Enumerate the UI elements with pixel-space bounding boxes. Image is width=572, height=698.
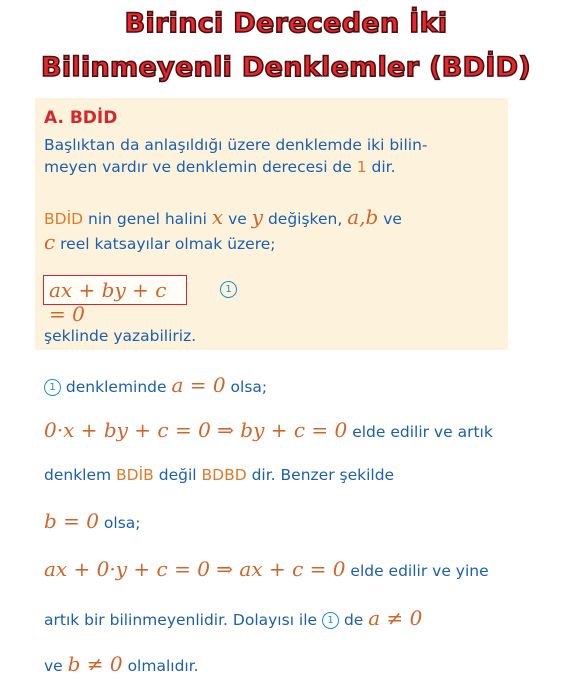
var-x: x xyxy=(211,205,224,229)
body-line1 xyxy=(44,373,267,397)
abbr-bdid: BDİD xyxy=(44,210,84,228)
intro-end: dir. xyxy=(366,158,396,176)
general-equation: ax + by + c = 0 xyxy=(49,278,167,326)
general-text3: reel katsayılar olmak üzere; xyxy=(55,235,276,253)
body-text: de xyxy=(339,611,369,629)
abbr-bdbd: BDBD xyxy=(201,466,247,484)
page-title-line2: Bilinmeyenli Denklemler (BDİD) xyxy=(40,52,532,83)
equation-b-zero: ax + 0·y + c = 0 ⇒ ax + c = 0 xyxy=(44,557,346,581)
circled-number-icon: 1 xyxy=(44,379,61,396)
body-text: olsa; xyxy=(99,514,141,532)
closing-line: şeklinde yazabiliriz. xyxy=(44,327,197,345)
equation-a-zero: 0·x + by + c = 0 ⇒ by + c = 0 xyxy=(44,418,348,442)
general-equation-box xyxy=(43,275,187,326)
circled-number-icon: 1 xyxy=(220,281,237,298)
body-text: ve xyxy=(44,657,68,675)
section-heading: A. BDİD xyxy=(44,108,118,128)
var-c: c xyxy=(44,230,56,254)
general-line2 xyxy=(44,230,275,254)
general-text2: değişken, xyxy=(263,210,348,228)
general-line1 xyxy=(44,205,402,229)
condition-b-nonzero: b ≠ 0 xyxy=(67,652,123,676)
var-ab: a,b xyxy=(347,205,379,229)
and-text: ve xyxy=(223,210,252,228)
body-text: değil xyxy=(153,466,202,484)
general-text1: nin genel halini xyxy=(83,210,212,228)
body-text: olmalıdır. xyxy=(122,657,199,675)
circled-number-icon: 1 xyxy=(322,612,339,629)
body-line6 xyxy=(44,606,422,630)
condition-b-zero: b = 0 xyxy=(44,509,99,533)
body-text: elde edilir ve yine xyxy=(345,562,489,580)
intro-degree: 1 xyxy=(356,158,367,176)
body-text: dir. Benzer şekilde xyxy=(246,466,395,484)
page-title-line1: Birinci Dereceden İki xyxy=(124,8,448,39)
body-line2 xyxy=(44,418,493,442)
abbr-bdib: BDİB xyxy=(116,466,154,484)
body-line3 xyxy=(44,466,394,484)
body-text: artık bir bilinmeyenlidir. Dolayısı ile xyxy=(44,611,323,629)
and-text2: ve xyxy=(378,210,402,228)
body-line4 xyxy=(44,509,141,533)
body-text: elde edilir ve artık xyxy=(347,423,493,441)
condition-a-zero: a = 0 xyxy=(171,373,226,397)
body-line5 xyxy=(44,557,489,581)
intro-line2 xyxy=(44,158,396,176)
intro-text: meyen vardır ve denklemin derecesi de xyxy=(44,158,357,176)
body-text: denklem xyxy=(44,466,117,484)
var-y: y xyxy=(251,205,264,229)
condition-a-nonzero: a ≠ 0 xyxy=(368,606,423,630)
body-text: olsa; xyxy=(225,378,268,396)
intro-line1: Başlıktan da anlaşıldığı üzere denklemde iki bilin- xyxy=(44,136,428,154)
body-line7 xyxy=(44,652,199,676)
body-text: denkleminde xyxy=(61,378,172,396)
equation-marker xyxy=(220,280,237,298)
